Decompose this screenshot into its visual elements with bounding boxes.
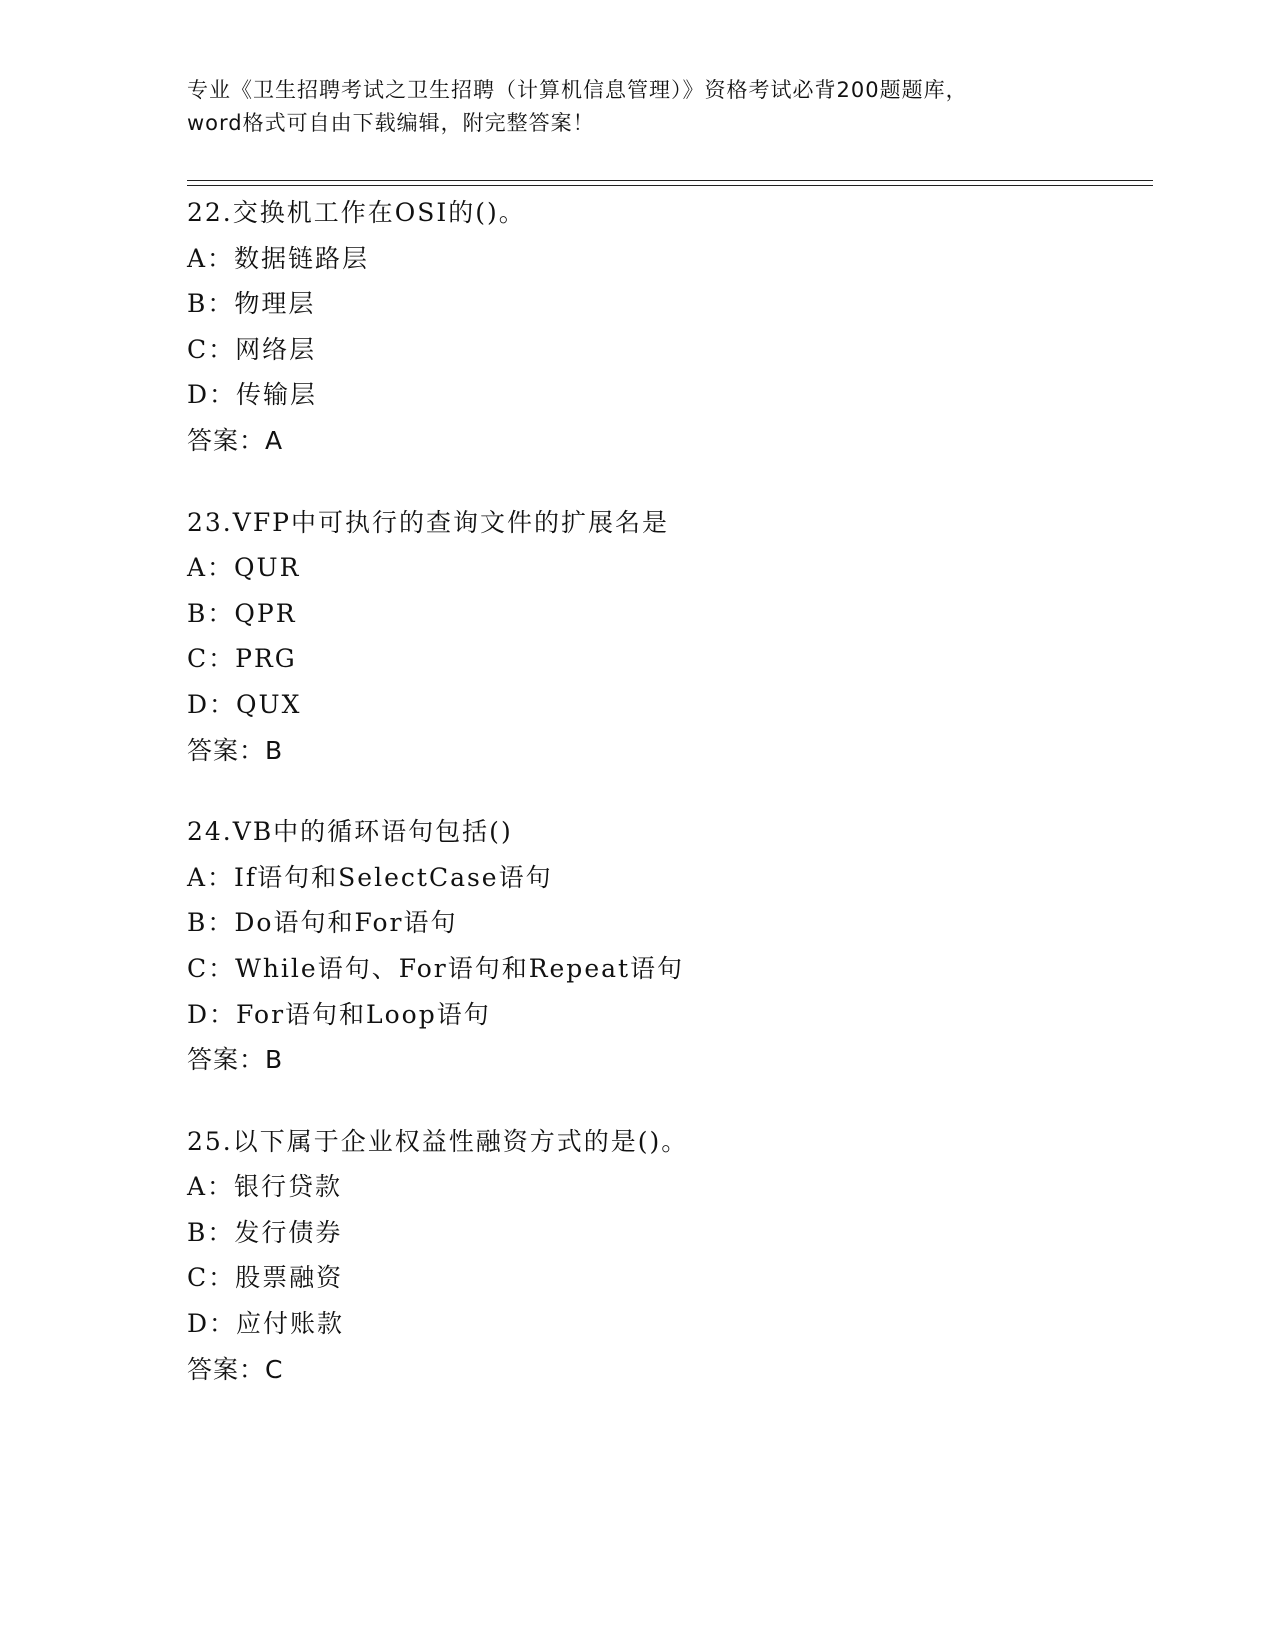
question-stem: 24.VB中的循环语句包括()	[187, 817, 513, 847]
option-c: C：PRG	[187, 644, 297, 674]
option-a: A：QUR	[187, 553, 301, 583]
option-b: B：QPR	[187, 598, 297, 628]
option-a: A：数据链路层	[187, 243, 370, 273]
document-header	[187, 74, 1087, 140]
question-stem: 23.VFP中可执行的查询文件的扩展名是	[187, 507, 669, 537]
question-stem: 25.以下属于企业权益性融资方式的是()。	[187, 1126, 689, 1156]
option-b: B：Do语句和For语句	[187, 908, 458, 938]
option-d: D：QUX	[187, 689, 302, 719]
option-c: C：股票融资	[187, 1263, 344, 1293]
header-line-2: word格式可自由下载编辑，附完整答案！	[187, 111, 595, 135]
answer-label: 答案：B	[187, 735, 284, 765]
option-b: B：发行债券	[187, 1217, 343, 1247]
option-a: A：If语句和SelectCase语句	[187, 862, 553, 892]
question-25	[187, 1119, 1147, 1393]
question-stem: 22.交换机工作在OSI的()。	[187, 198, 526, 227]
option-d: D：For语句和Loop语句	[187, 999, 491, 1029]
option-d: D：传输层	[187, 380, 318, 410]
answer-label: 答案：A	[187, 425, 284, 455]
header-line-1: 专业《卫生招聘考试之卫生招聘（计算机信息管理）》资格考试必背200题题库，	[187, 78, 968, 102]
option-d: D：应付账款	[187, 1309, 345, 1339]
option-c: C：While语句、For语句和Repeat语句	[187, 953, 685, 983]
question-list	[187, 190, 1147, 1428]
answer-label: 答案：B	[187, 1045, 284, 1075]
question-22	[187, 190, 1147, 464]
question-24	[187, 809, 1147, 1083]
answer-label: 答案：C	[187, 1354, 284, 1384]
header-divider-bottom	[187, 185, 1153, 186]
header-divider-top	[187, 180, 1153, 181]
question-23	[187, 500, 1147, 774]
option-c: C：网络层	[187, 334, 317, 364]
option-a: A：银行贷款	[187, 1172, 343, 1202]
option-b: B：物理层	[187, 289, 316, 319]
